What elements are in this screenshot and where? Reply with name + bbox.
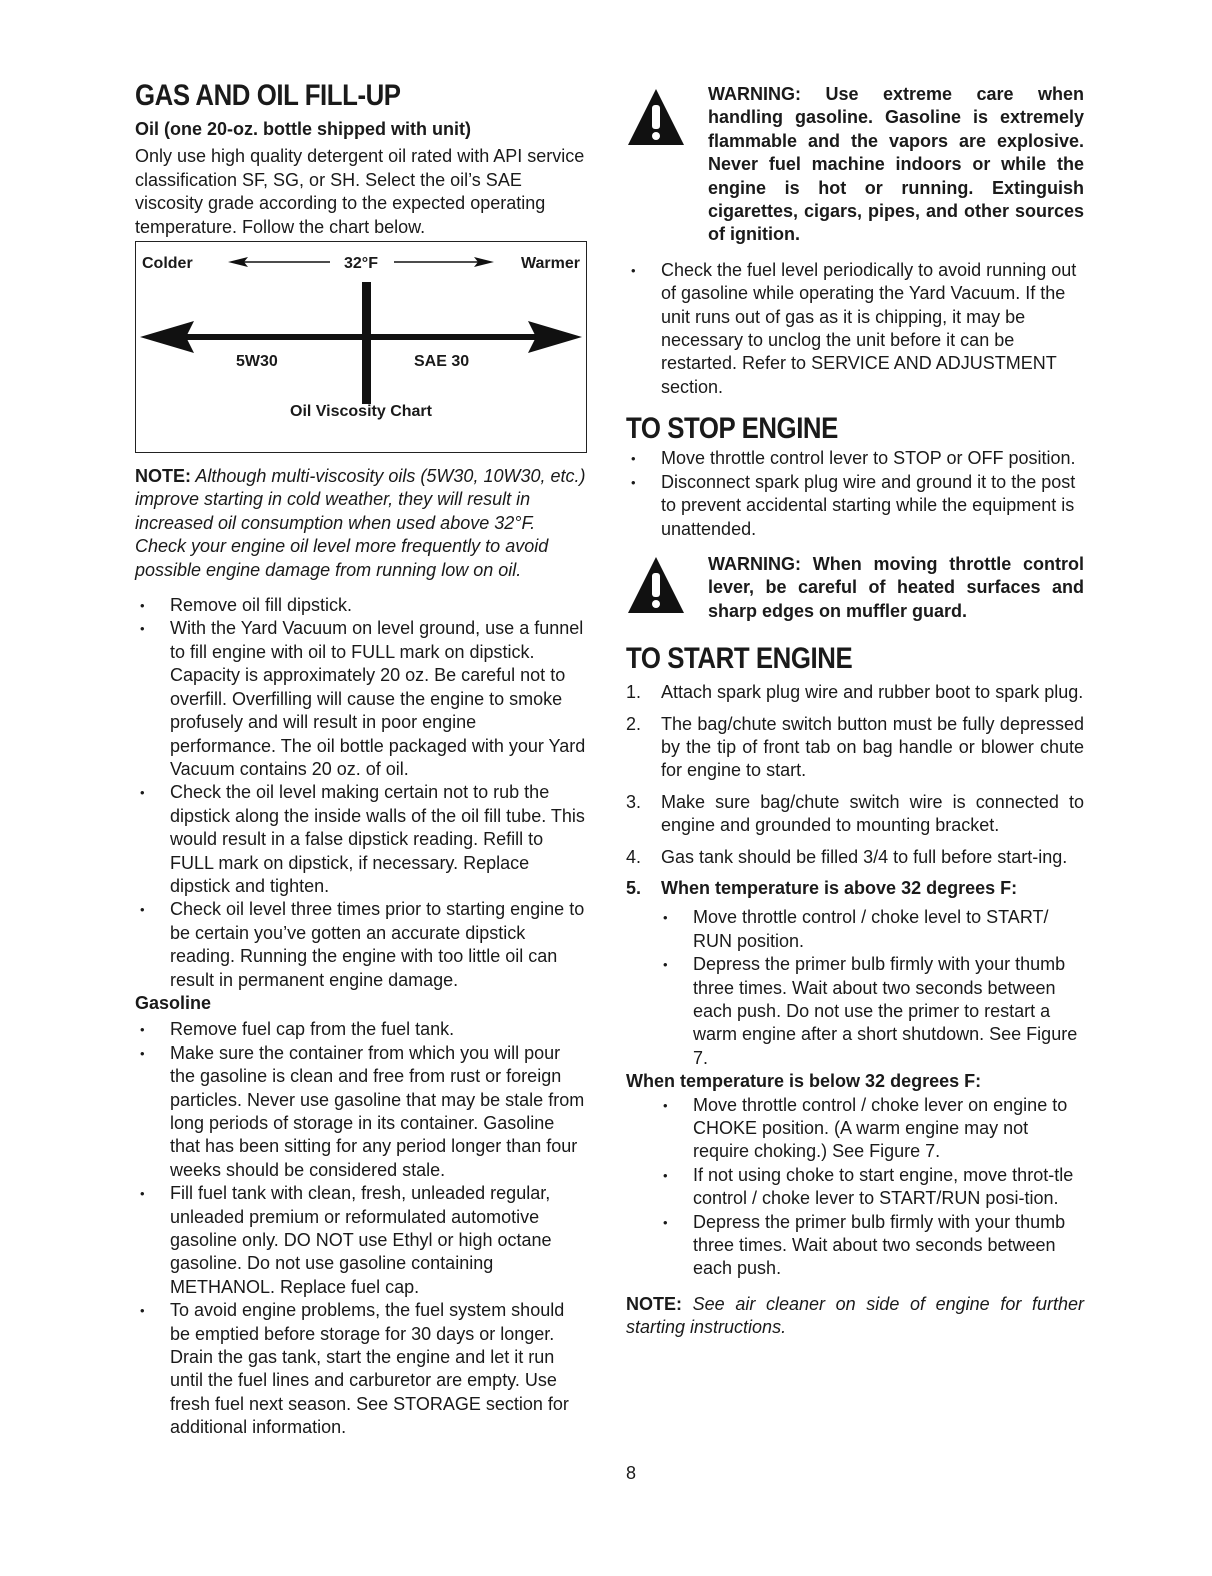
- list-item: • To avoid engine problems, the fuel system should be emptied before storage for 30 days or longer. Drain the gas tank, start the engine and let it run until the fuel lines and carburetor are empty. Use fresh fuel next season. See STORAGE section for additional information.: [135, 1299, 587, 1439]
- right-column: [626, 83, 1084, 1340]
- above-32-list: [626, 906, 1084, 1070]
- chart-colder-label: Colder: [142, 255, 193, 273]
- gas-bullet-list: [135, 1018, 587, 1439]
- note-text: Although multi-viscosity oils (5W30, 10W30, etc.) improve starting in cold weather, they will result in increased oil consumption when used above 32°F. Check your engine oil level more frequently to avoid possible engine damage from running low on oil.: [135, 466, 586, 580]
- page-number: 8: [626, 1463, 637, 1483]
- list-item: • Check the oil level making certain not to rub the dipstick along the inside walls of the oil fill tube. This would result in a false dipstick reading. Refill to FULL mark on dipstick, if necessary. Replace dipstick and tighten.: [135, 781, 587, 898]
- chart-caption: Oil Viscosity Chart: [290, 403, 432, 421]
- left-column: [135, 80, 587, 1440]
- chart-arrows: [136, 242, 586, 412]
- list-item: [626, 681, 1084, 704]
- gasoline-warning: [626, 83, 1084, 247]
- list-item: • Move throttle control / choke level to START/ RUN position.: [626, 906, 1084, 953]
- chart-5w30-label: 5W30: [236, 353, 278, 371]
- list-item: [626, 713, 1084, 783]
- warning-triangle-icon: [626, 87, 686, 147]
- warning-text: WARNING: Use extreme care when handling gasoline. Gasoline is extremely flammable and the vapors are explosive. Never fuel machine indoors or while the engine is hot or running. Extinguish cigarettes, cigars, pipes, and other sources of ignition.: [708, 84, 1084, 245]
- list-item: • Check oil level three times prior to starting engine to be certain you’ve gotten an accurate dipstick reading. Running the engine with too little oil can result in permanent engine damage.: [135, 898, 587, 992]
- section-title-gas-oil: GAS AND OIL FILL-UP: [135, 79, 401, 112]
- list-item: [626, 791, 1084, 838]
- stop-bullet-list: [626, 447, 1084, 541]
- section-title-start-engine: TO START ENGINE: [626, 642, 853, 676]
- list-item: • Move throttle control lever to STOP or OFF position.: [626, 447, 1084, 470]
- list-item: • Remove fuel cap from the fuel tank.: [135, 1018, 587, 1041]
- below-32-list: [626, 1094, 1084, 1281]
- warning-triangle-icon: [626, 555, 686, 615]
- step-number: 1.: [626, 682, 642, 703]
- step-text: When temperature is above 32 degrees F:: [661, 877, 1018, 898]
- section-title-stop-engine: TO STOP ENGINE: [626, 412, 838, 446]
- gasoline-heading: Gasoline: [135, 992, 212, 1013]
- note-text: See air cleaner on side of engine for further starting instructions.: [626, 1293, 1084, 1338]
- throttle-warning: [626, 553, 1084, 623]
- oil-paragraph: Only use high quality detergent oil rated with API service classification SF, SG, or SH. Select the oil’s SAE viscosity grade according to the expected operating temperature. Follow the chart below.: [135, 146, 585, 237]
- list-item: • Depress the primer bulb firmly with your thumb three times. Wait about two seconds between each push. Do not use the primer to restart a warm engine after a short shutdown. See Figure 7.: [626, 953, 1084, 1070]
- warning-text: WARNING: When moving throttle control lever, be careful of heated surfaces and sharp edges on muffler guard.: [708, 553, 1084, 621]
- list-item: • Check the fuel level periodically to avoid running out of gasoline while operating the Yard Vacuum. If the unit runs out of gas as it is chipping, it may be necessary to unclog the unit before it can be restarted. Refer to SERVICE AND ADJUSTMENT section.: [626, 259, 1084, 399]
- list-item: • Disconnect spark plug wire and ground it to the post to prevent accidental starting while the equipment is unattended.: [626, 471, 1084, 541]
- list-item: • Fill fuel tank with clean, fresh, unleaded regular, unleaded premium or reformulated automotive gasoline only. DO NOT use Ethyl or high octane gasoline. Do not use gasoline containing METHANOL. Replace fuel cap.: [135, 1182, 587, 1299]
- list-item: • Depress the primer bulb firmly with your thumb three times. Wait about two seconds between each push.: [626, 1211, 1084, 1281]
- step-number: 4.: [626, 846, 642, 867]
- below-32-heading: When temperature is below 32 degrees F:: [626, 1071, 982, 1092]
- oil-viscosity-chart: [135, 241, 587, 453]
- chart-sae30-label: SAE 30: [414, 353, 470, 371]
- step-text: The bag/chute switch button must be fully depressed by the tip of front tab on bag handle or blower chute for engine to start.: [661, 713, 1084, 781]
- list-item: • With the Yard Vacuum on level ground, use a funnel to fill engine with oil to FULL mark on dipstick. Capacity is approximately 20 oz. Be careful not to overfill. Overfilling will cause the engine to smoke profusely and will result in poor engine performance. The oil bottle packaged with your Yard Vacuum contains 20 oz. of oil.: [135, 617, 587, 781]
- fuel-bullet-list: [626, 259, 1084, 399]
- oil-note: [135, 465, 587, 582]
- list-item: [626, 846, 1084, 869]
- list-item: • If not using choke to start engine, move throt-tle control / choke lever to START/RUN posi-tion.: [626, 1164, 1084, 1211]
- chart-warmer-label: Warmer: [521, 255, 580, 273]
- step-text: Gas tank should be filled 3/4 to full before start-ing.: [661, 846, 1068, 867]
- note-label: NOTE:: [135, 466, 191, 487]
- oil-heading: Oil (one 20-oz. bottle shipped with unit): [135, 119, 471, 139]
- oil-bullet-list: [135, 594, 587, 992]
- list-item: • Move throttle control / choke lever on engine to CHOKE position. (A warm engine may not require choking.) See Figure 7.: [626, 1094, 1084, 1164]
- start-steps-list: [626, 681, 1084, 900]
- chart-temp-label: 32°F: [344, 255, 378, 273]
- step-number: 3.: [626, 791, 642, 812]
- step-number: 5.: [626, 877, 642, 898]
- note-label: NOTE:: [626, 1293, 682, 1314]
- list-item: • Make sure the container from which you will pour the gasoline is clean and free from rust or foreign particles. Never use gasoline that may be stale from long periods of storage in its container. Gasoline that has been sitting for any period longer than four weeks should be considered stale.: [135, 1042, 587, 1182]
- list-item: [626, 877, 1084, 900]
- list-item: • Remove oil fill dipstick.: [135, 594, 587, 617]
- start-note: [626, 1293, 1084, 1340]
- step-text: Make sure bag/chute switch wire is connected to engine and grounded to mounting bracket.: [661, 791, 1084, 836]
- step-text: Attach spark plug wire and rubber boot to spark plug.: [661, 682, 1084, 703]
- step-number: 2.: [626, 713, 642, 734]
